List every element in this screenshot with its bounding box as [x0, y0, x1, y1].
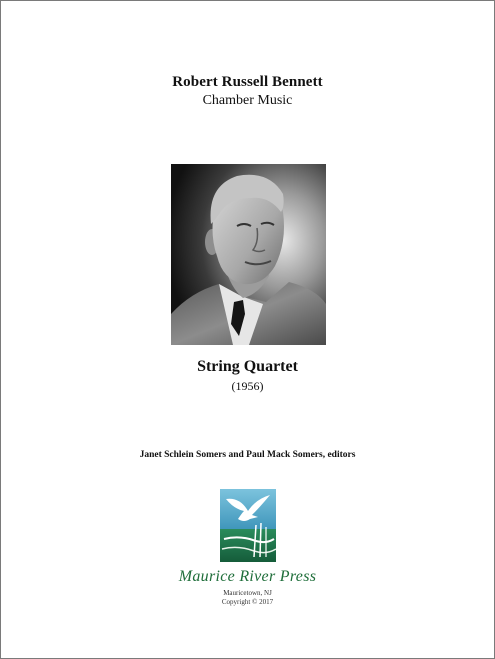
publisher-name: Maurice River Press: [178, 568, 317, 585]
composer-portrait: [171, 164, 326, 345]
publisher-location: Mauricetown, NJ: [223, 589, 272, 597]
composer-name: Robert Russell Bennett: [172, 74, 323, 90]
work-title: String Quartet: [197, 358, 298, 375]
editors-credit: Janet Schlein Somers and Paul Mack Somers, editors: [139, 450, 356, 460]
publisher-logo: [220, 489, 276, 562]
portrait-photo: [171, 164, 326, 345]
collection-title: Chamber Music: [202, 93, 293, 108]
heron-logo-icon: [220, 489, 276, 562]
copyright-notice: Copyright © 2017: [221, 598, 274, 606]
work-year: (1956): [231, 379, 264, 393]
